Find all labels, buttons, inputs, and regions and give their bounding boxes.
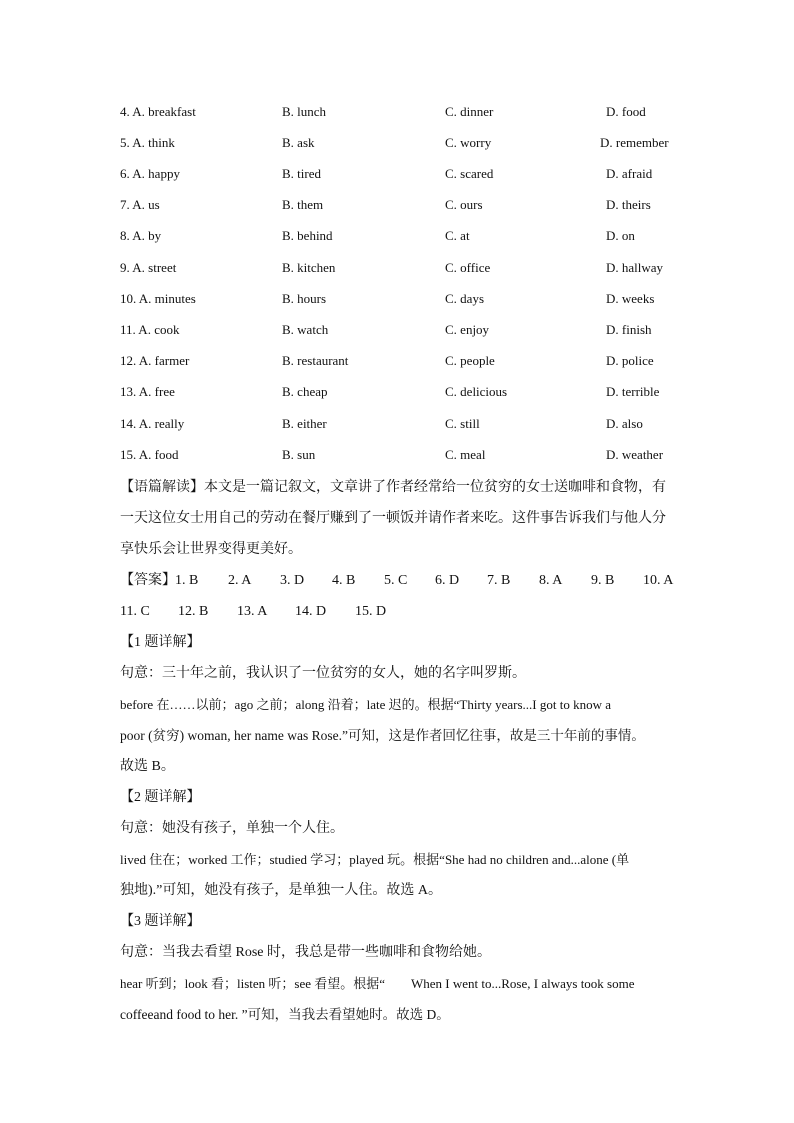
- option-d: D. on: [606, 228, 635, 243]
- option-a: 5. A. think: [120, 135, 175, 150]
- option-d: D. afraid: [606, 166, 653, 181]
- q2-heading: 【2 题详解】: [120, 790, 201, 805]
- option-c: C. meal: [445, 447, 486, 462]
- answers-row-1: [120, 571, 680, 591]
- answer-item: 9. B: [591, 573, 615, 588]
- option-row: [0, 102, 794, 122]
- answers-label: 【答案】: [120, 573, 176, 588]
- option-b: B. watch: [282, 322, 329, 337]
- option-a: 8. A. by: [120, 228, 162, 243]
- option-row: [0, 414, 794, 434]
- q1-heading: 【1 题详解】: [120, 635, 201, 650]
- option-c: C. scared: [445, 166, 494, 181]
- option-a: 14. A. really: [120, 416, 185, 431]
- option-row: [0, 226, 794, 246]
- option-c: C. ours: [445, 197, 483, 212]
- option-b: B. tired: [282, 166, 321, 181]
- answer-item: 2. A: [228, 573, 252, 588]
- option-b: B. cheap: [282, 384, 328, 399]
- option-a: 7. A. us: [120, 197, 160, 212]
- option-b: B. either: [282, 416, 327, 431]
- option-d: D. finish: [606, 322, 652, 337]
- answer-item: 15. D: [355, 604, 387, 619]
- option-a: 6. A. happy: [120, 166, 180, 181]
- q3-heading: 【3 题详解】: [120, 914, 201, 929]
- option-row: [0, 445, 794, 465]
- answer-item: 5. C: [384, 573, 408, 588]
- q1-explanation-line-3: 故选 B。: [120, 759, 175, 774]
- option-d: D. weeks: [606, 291, 655, 306]
- option-a: 10. A. minutes: [120, 291, 196, 306]
- option-c: C. delicious: [445, 384, 508, 399]
- q3-meaning: 句意：当我去看望 Rose 时，我总是带一些咖啡和食物给她。: [120, 945, 491, 960]
- option-b: B. lunch: [282, 104, 327, 119]
- option-d: D. theirs: [606, 197, 651, 212]
- answer-item: 8. A: [539, 573, 563, 588]
- option-b: B. ask: [282, 135, 315, 150]
- answer-item: 4. B: [332, 573, 356, 588]
- option-a: 13. A. free: [120, 384, 175, 399]
- option-c: C. worry: [445, 135, 492, 150]
- option-c: C. enjoy: [445, 322, 490, 337]
- option-a: 11. A. cook: [120, 322, 180, 337]
- q2-meaning: 句意：她没有孩子，单独一个人住。: [120, 821, 344, 836]
- option-c: C. office: [445, 260, 491, 275]
- option-b: B. them: [282, 197, 324, 212]
- option-a: 12. A. farmer: [120, 353, 190, 368]
- q3-explanation-line-1: hear 听到；look 看；listen 听；see 看望。根据“ When I went to...Rose, I always took some: [120, 976, 635, 991]
- answer-item: 12. B: [178, 604, 209, 619]
- answer-item: 6. D: [435, 573, 460, 588]
- answers-row-2: [120, 602, 680, 622]
- q2-explanation-line-1: lived 住在；worked 工作；studied 学习；played 玩。根据“She had no children and...alone (单: [120, 852, 630, 867]
- answer-item: 14. D: [295, 604, 327, 619]
- option-b: B. hours: [282, 291, 327, 306]
- option-row: [0, 351, 794, 371]
- option-b: B. restaurant: [282, 353, 349, 368]
- answer-item: 10. A: [643, 573, 674, 588]
- option-c: C. dinner: [445, 104, 494, 119]
- option-d: D. weather: [606, 447, 664, 462]
- interpretation-line-1: 【语篇解读】本文是一篇记叙文，文章讲了作者经常给一位贫穷的女士送咖啡和食物，有: [120, 480, 666, 495]
- q1-explanation-line-1: before 在……以前；ago 之前；along 沿着；late 迟的。根据“Thirty years...I got to know a: [120, 697, 612, 712]
- option-c: C. at: [445, 228, 470, 243]
- interpretation-line-2: 一天这位女士用自己的劳动在餐厅赚到了一顿饭并请作者来吃。这件事告诉我们与他人分: [120, 511, 666, 526]
- answer-item: 1. B: [175, 573, 199, 588]
- option-d: D. remember: [600, 135, 669, 150]
- option-d: D. hallway: [606, 260, 664, 275]
- option-d: D. terrible: [606, 384, 660, 399]
- answer-item: 7. B: [487, 573, 511, 588]
- option-c: C. still: [445, 416, 480, 431]
- answer-item: 3. D: [280, 573, 305, 588]
- q1-explanation-line-2: poor (贫穷) woman, her name was Rose.”可知，这是作者回忆往事，故是三十年前的事情。: [120, 728, 645, 743]
- answer-item: 13. A: [237, 604, 268, 619]
- option-row: [0, 382, 794, 402]
- q1-meaning: 句意：三十年之前，我认识了一位贫穷的女人，她的名字叫罗斯。: [120, 666, 526, 681]
- option-row: [0, 195, 794, 215]
- q3-explanation-line-2: coffeeand food to her. ”可知，当我去看望她时。故选 D。: [120, 1007, 450, 1022]
- option-c: C. days: [445, 291, 484, 306]
- option-row: [0, 258, 794, 278]
- q2-explanation-line-2: 独地).”可知，她没有孩子，是单独一人住。故选 A。: [120, 883, 442, 898]
- interpretation-line-3: 享快乐会让世界变得更美好。: [120, 542, 302, 557]
- option-d: D. food: [606, 104, 646, 119]
- option-a: 4. A. breakfast: [120, 104, 196, 119]
- option-row: [0, 289, 794, 309]
- option-a: 15. A. food: [120, 447, 179, 462]
- answer-item: 11. C: [120, 604, 150, 619]
- option-a: 9. A. street: [120, 260, 177, 275]
- option-row: [0, 320, 794, 340]
- option-row: [0, 133, 794, 153]
- option-b: B. behind: [282, 228, 333, 243]
- option-d: D. police: [606, 353, 654, 368]
- option-row: [0, 164, 794, 184]
- option-b: B. sun: [282, 447, 316, 462]
- option-c: C. people: [445, 353, 495, 368]
- option-b: B. kitchen: [282, 260, 336, 275]
- option-d: D. also: [606, 416, 643, 431]
